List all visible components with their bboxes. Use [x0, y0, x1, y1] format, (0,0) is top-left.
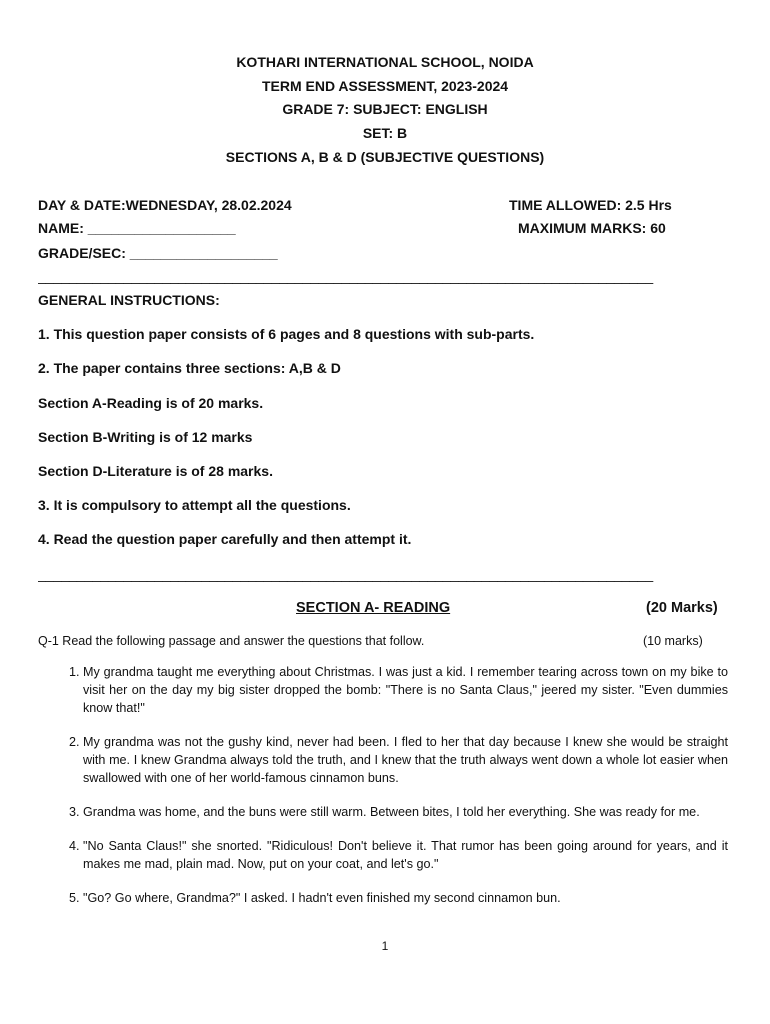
- grade-subject: GRADE 7: SUBJECT: ENGLISH: [282, 101, 488, 117]
- passage-paragraph: 5. "Go? Go where, Grandma?" I asked. I hadn't even finished my second cinnamon bun.: [83, 889, 728, 907]
- day-date: DAY & DATE:WEDNESDAY, 28.02.2024: [38, 197, 292, 213]
- passage-paragraph: 2. My grandma was not the gushy kind, never had been. I fled to her that day because I knew she would be straight with me. I knew Grandma always told the truth, and I knew that the truth always went down a whole lot easier when swallowed with one of her world-famous cinnamon buns.: [83, 733, 728, 787]
- divider-rule: _______________________________________________________________________________: [38, 566, 654, 582]
- instructions-heading: GENERAL INSTRUCTIONS:: [38, 292, 220, 308]
- set-label: SET: B: [362, 125, 408, 141]
- instruction-item: 1. This question paper consists of 6 pages and 8 questions with sub-parts.: [38, 326, 535, 342]
- sections-label: SECTIONS A, B & D (SUBJECTIVE QUESTIONS): [225, 149, 545, 165]
- page-number: 1: [381, 939, 389, 953]
- instruction-item: Section A-Reading is of 20 marks.: [38, 395, 264, 411]
- instruction-item: Section D-Literature is of 28 marks.: [38, 463, 273, 479]
- instruction-item: 3. It is compulsory to attempt all the questions.: [38, 497, 351, 513]
- passage-paragraph: 3. Grandma was home, and the buns were still warm. Between bites, I told her everything. She was ready for me.: [83, 803, 728, 821]
- school-name: KOTHARI INTERNATIONAL SCHOOL, NOIDA: [236, 54, 534, 70]
- grade-sec-field: GRADE/SEC: ___________________: [38, 245, 278, 261]
- divider-rule: _______________________________________________________________________________: [38, 268, 654, 284]
- instruction-item: Section B-Writing is of 12 marks: [38, 429, 253, 445]
- name-field: NAME: ___________________: [38, 220, 236, 236]
- section-a-marks: (20 Marks): [646, 600, 718, 616]
- question-1-prompt: Q-1 Read the following passage and answer the questions that follow.: [38, 634, 425, 648]
- maximum-marks: MAXIMUM MARKS: 60: [518, 220, 666, 236]
- time-allowed: TIME ALLOWED: 2.5 Hrs: [509, 197, 672, 213]
- passage-paragraph: 1. My grandma taught me everything about Christmas. I was just a kid. I remember tearing across town on my bike to visit her on the day my big sister dropped the bomb: "There is no Santa Claus," jeered my sister. "Even dummies know that!": [83, 663, 728, 717]
- question-1-marks: (10 marks): [643, 634, 703, 648]
- passage-paragraph: 4. "No Santa Claus!" she snorted. "Ridiculous! Don't believe it. That rumor has been going around for years, and it makes me mad, plain mad. Now, put on your coat, and let's go.": [83, 837, 728, 873]
- assessment-title: TERM END ASSESSMENT, 2023-2024: [261, 78, 509, 94]
- instruction-item: 4. Read the question paper carefully and then attempt it.: [38, 531, 412, 547]
- section-a-title: SECTION A- READING: [296, 600, 451, 616]
- instruction-item: 2. The paper contains three sections: A,B & D: [38, 360, 341, 376]
- reading-passage: [38, 663, 728, 923]
